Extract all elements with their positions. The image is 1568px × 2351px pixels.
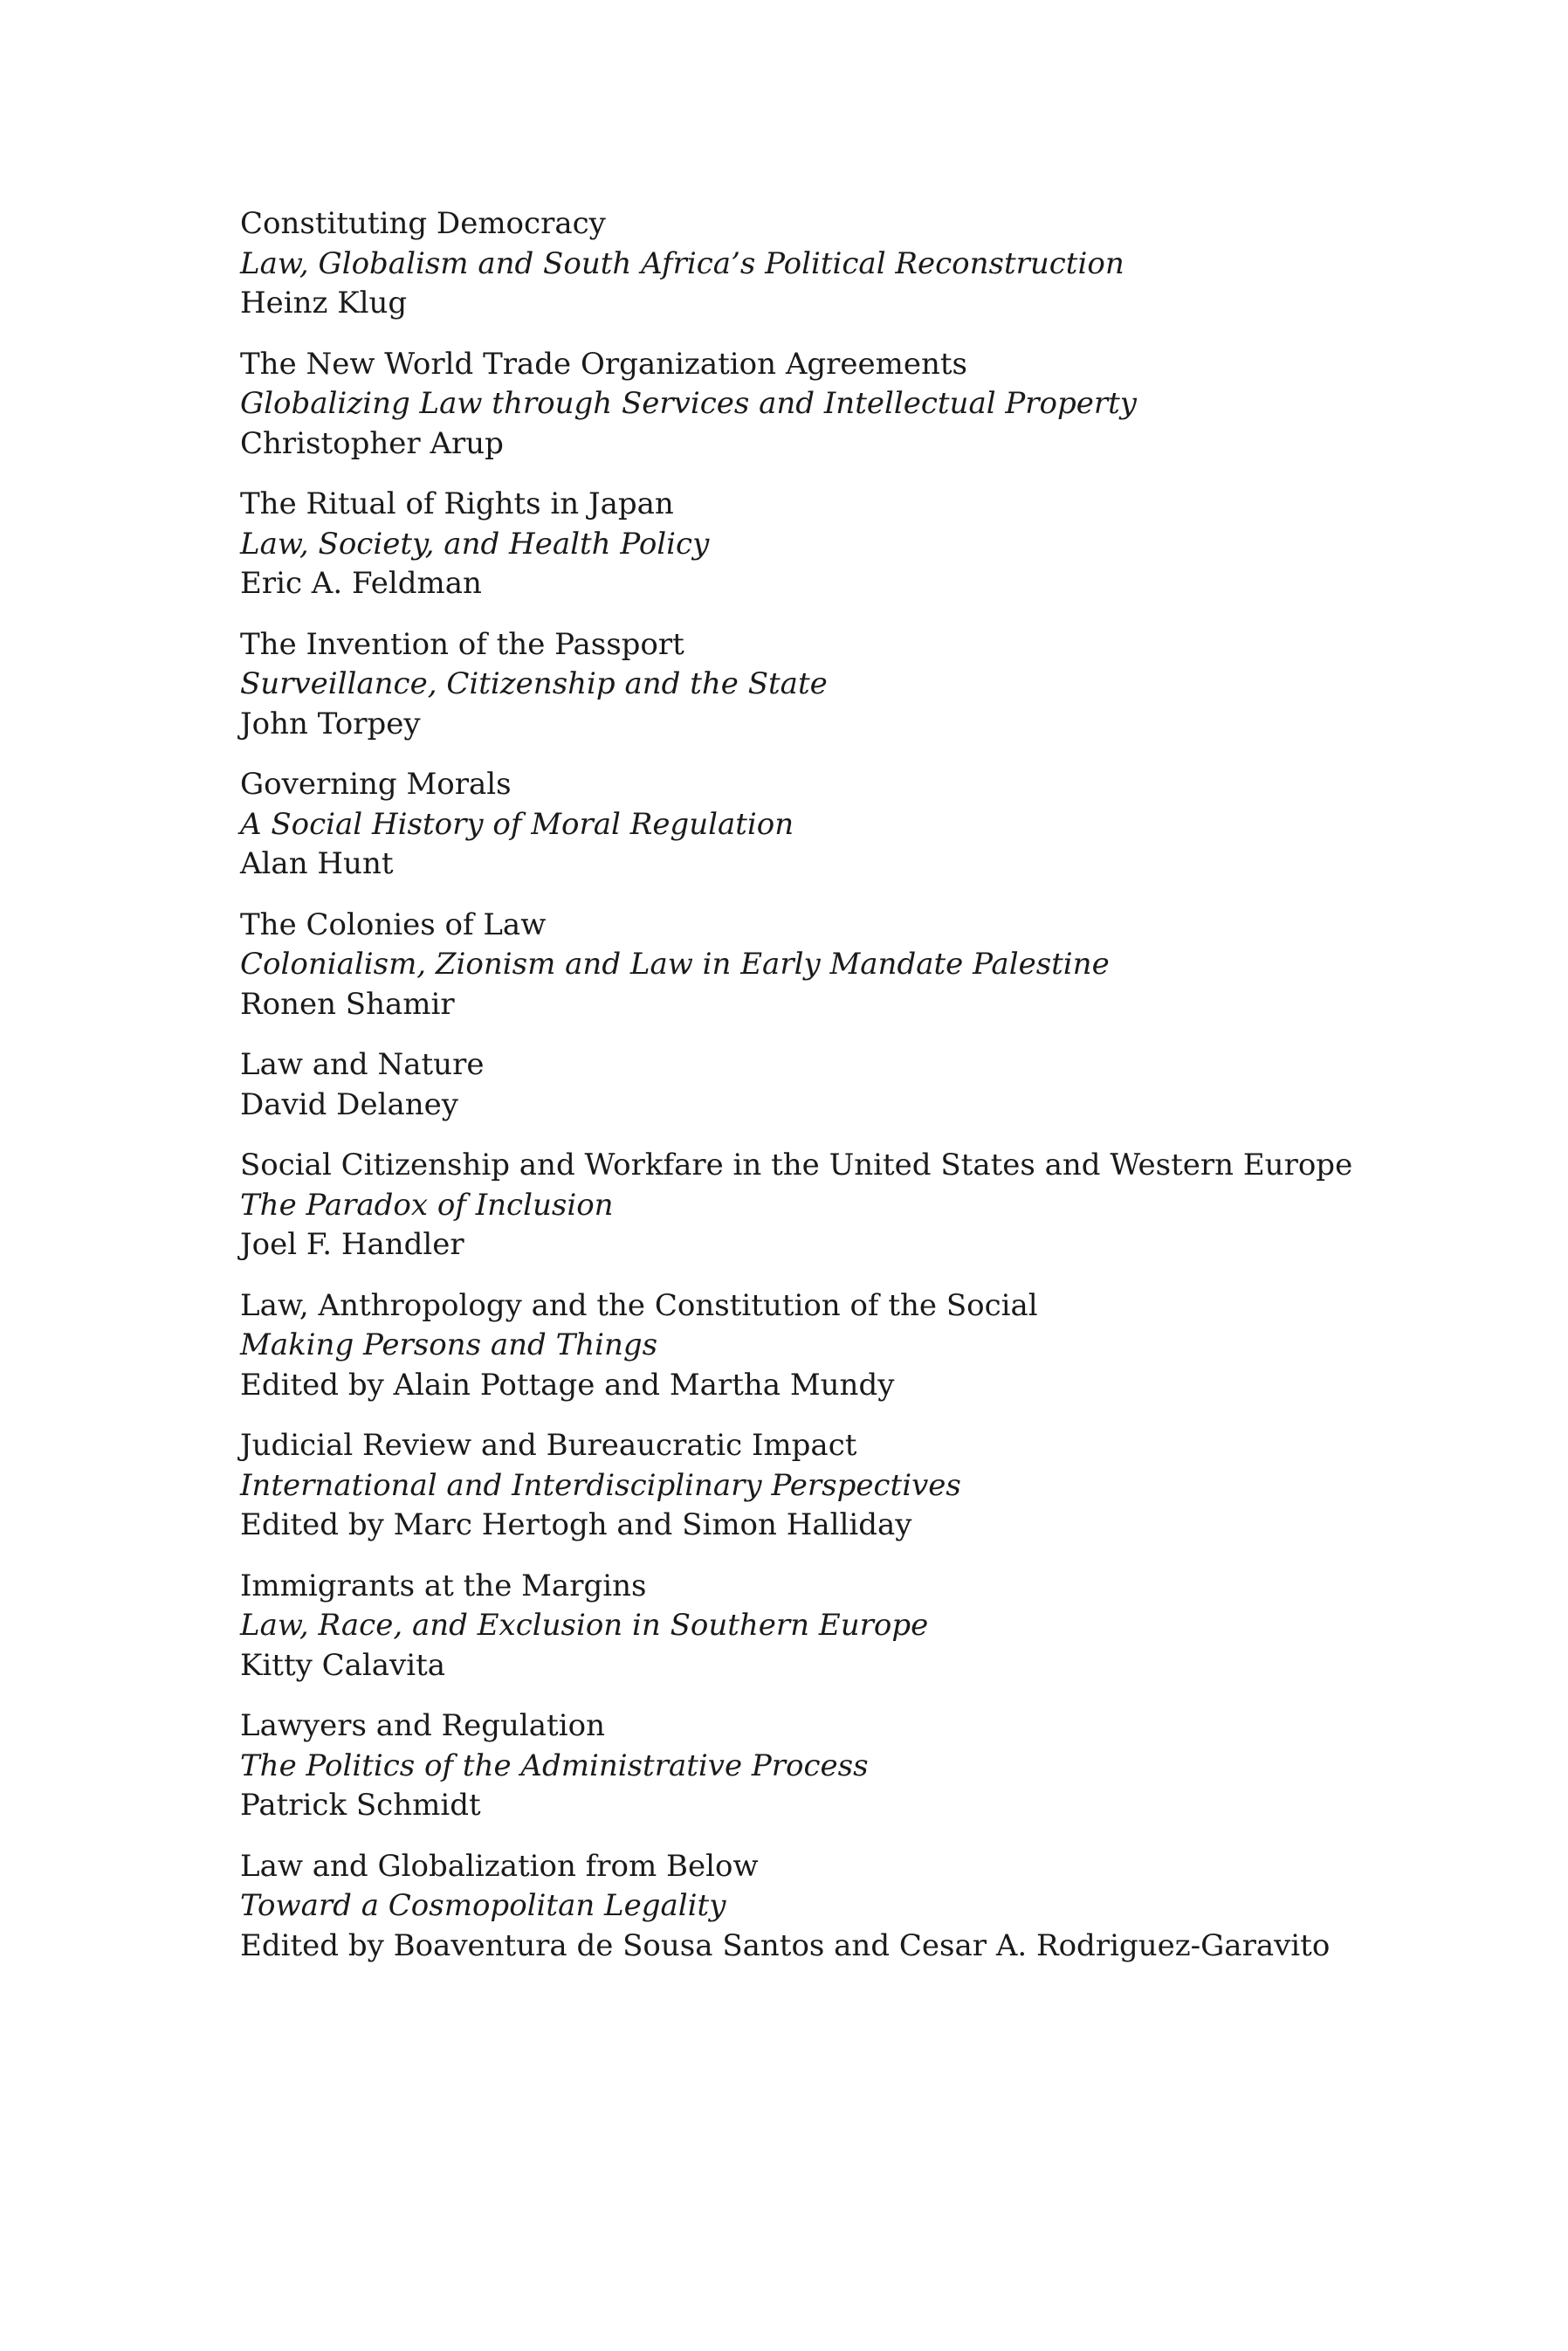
book-entry [240, 485, 1462, 604]
book-title: The Colonies of Law [240, 907, 547, 942]
book-title: The Ritual of Rights in Japan [240, 486, 674, 521]
book-author: Edited by Alain Pottage and Martha Mundy [240, 1367, 895, 1403]
book-entry [240, 1286, 1462, 1406]
book-title: Constituting Democracy [240, 206, 606, 241]
book-subtitle: The Paradox of Inclusion [240, 1187, 614, 1223]
book-entry [240, 906, 1462, 1025]
book-title: Judicial Review and Bureaucratic Impact [240, 1428, 857, 1463]
book-title: Law and Globalization from Below [240, 1848, 759, 1884]
book-author: Alan Hunt [240, 846, 394, 881]
book-entry [240, 1706, 1462, 1826]
book-title: Law, Anthropology and the Constitution of the Social [240, 1287, 1038, 1323]
book-title: Governing Morals [240, 767, 512, 802]
book-author: David Delaney [240, 1086, 458, 1122]
book-subtitle: Making Persons and Things [240, 1327, 658, 1362]
book-title: The New World Trade Organization Agreements [240, 346, 967, 382]
book-entry [240, 1426, 1462, 1546]
book-subtitle: Law, Society, and Health Policy [240, 526, 710, 562]
book-entry [240, 765, 1462, 885]
book-entry [240, 204, 1462, 324]
book-author: Patrick Schmidt [240, 1788, 481, 1823]
book-subtitle: Law, Globalism and South Africa’s Political Reconstruction [240, 245, 1124, 281]
book-subtitle: International and Interdisciplinary Perspectives [240, 1467, 961, 1503]
book-series-list [240, 204, 1462, 1987]
book-author: Edited by Marc Hertogh and Simon Halliday [240, 1507, 912, 1542]
book-subtitle: Globalizing Law through Services and Intellectual Property [240, 386, 1138, 421]
book-author: Ronen Shamir [240, 986, 455, 1022]
book-subtitle: Surveillance, Citizenship and the State [240, 666, 828, 701]
book-subtitle: Law, Race, and Exclusion in Southern Europe [240, 1608, 929, 1643]
book-subtitle: A Social History of Moral Regulation [240, 806, 794, 842]
book-entry [240, 1567, 1462, 1686]
book-entry [240, 625, 1462, 745]
book-title: Immigrants at the Margins [240, 1568, 647, 1603]
book-title: Lawyers and Regulation [240, 1708, 605, 1743]
book-entry [240, 1847, 1462, 1967]
book-author: Eric A. Feldman [240, 566, 482, 601]
book-subtitle: Toward a Cosmopolitan Legality [240, 1888, 726, 1923]
book-entry [240, 1146, 1462, 1265]
book-author: John Torpey [240, 706, 421, 741]
book-author: Christopher Arup [240, 425, 504, 461]
book-author: Kitty Calavita [240, 1647, 446, 1683]
book-subtitle: The Politics of the Administrative Process [240, 1748, 869, 1783]
book-title: Law and Nature [240, 1047, 485, 1082]
book-author: Joel F. Handler [240, 1227, 464, 1262]
book-entry [240, 1045, 1462, 1125]
book-author: Edited by Boaventura de Sousa Santos and Cesar A. Rodriguez-Garavito [240, 1927, 1331, 1963]
book-title: The Invention of the Passport [240, 626, 684, 662]
book-entry [240, 345, 1462, 465]
book-subtitle: Colonialism, Zionism and Law in Early Mandate Palestine [240, 947, 1110, 982]
book-author: Heinz Klug [240, 286, 408, 321]
book-title: Social Citizenship and Workfare in the United States and Western Europe [240, 1148, 1353, 1182]
